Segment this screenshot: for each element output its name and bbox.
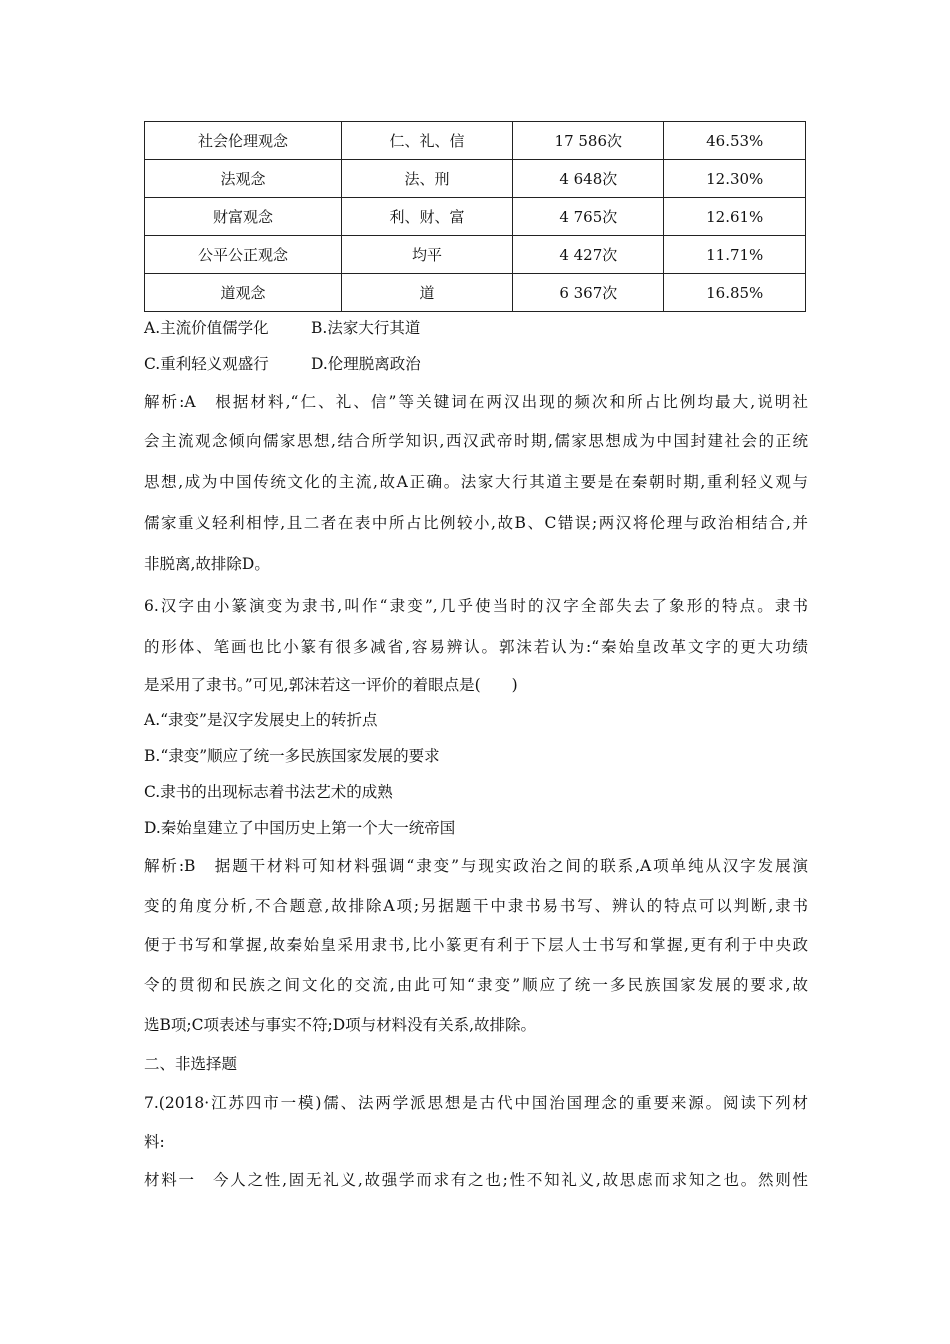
- q5-analysis-line: 解析:A 根据材料,“仁、礼、信”等关键词在两汉出现的频次和所占比例均最大,说明社: [144, 393, 808, 411]
- table-row: [145, 160, 806, 198]
- q6-analysis-line: 便于书写和掌握,故秦始皇采用隶书,比小篆更有利于下层人士书写和掌握,更有利于中央政: [144, 936, 808, 954]
- table-cell: 法观念: [145, 160, 342, 198]
- q5-option-b: B.法家大行其道: [311, 319, 421, 337]
- table-cell: 仁、礼、信: [341, 122, 512, 160]
- q5-analysis-line: 儒家重义轻利相悖,且二者在表中所占比例较小,故B、C错误;两汉将伦理与政治相结合,并: [144, 514, 808, 532]
- q6-option-c: C.隶书的出现标志着书法艺术的成熟: [144, 783, 393, 801]
- table-cell: 4 648次: [513, 160, 664, 198]
- table-cell: 均平: [341, 236, 512, 274]
- q5-option-c: C.重利轻义观盛行: [144, 355, 269, 373]
- table-row: [145, 122, 806, 160]
- q5-analysis-line: 非脱离,故排除D。: [144, 555, 270, 573]
- table-cell: 6 367次: [513, 274, 664, 312]
- table-cell: 道: [341, 274, 512, 312]
- table-cell: 法、刑: [341, 160, 512, 198]
- table-cell: 4 427次: [513, 236, 664, 274]
- table-cell: 17 586次: [513, 122, 664, 160]
- q6-option-d: D.秦始皇建立了中国历史上第一个大一统帝国: [144, 819, 456, 837]
- q5-option-a: A.主流价值儒学化: [144, 319, 269, 337]
- table-cell: 46.53%: [664, 122, 806, 160]
- q6-analysis-line: 选B项;C项表述与事实不符;D项与材料没有关系,故排除。: [144, 1016, 537, 1034]
- table-cell: 财富观念: [145, 198, 342, 236]
- table-cell: 16.85%: [664, 274, 806, 312]
- table-cell: 社会伦理观念: [145, 122, 342, 160]
- q7-stem-line: 7.(2018·江苏四市一模)儒、法两学派思想是古代中国治国理念的重要来源。阅读下列材: [144, 1094, 808, 1112]
- q6-option-b: B.“隶变”顺应了统一多民族国家发展的要求: [144, 747, 440, 765]
- table-row: [145, 198, 806, 236]
- q6-stem-line: 6.汉字由小篆演变为隶书,叫作“隶变”,几乎使当时的汉字全部失去了象形的特点。隶书: [144, 597, 808, 615]
- q6-analysis-line: 解析:B 据题干材料可知材料强调“隶变”与现实政治之间的联系,A项单纯从汉字发展演: [144, 857, 808, 875]
- table-row: [145, 236, 806, 274]
- table-cell: 利、财、富: [341, 198, 512, 236]
- q6-stem-line: 的形体、笔画也比小篆有很多减省,容易辨认。郭沫若认为:“秦始皇改革文字的更大功绩: [144, 638, 808, 656]
- table-cell: 11.71%: [664, 236, 806, 274]
- keyword-frequency-table: [144, 121, 806, 312]
- q6-option-a: A.“隶变”是汉字发展史上的转折点: [144, 711, 378, 729]
- table-cell: 12.30%: [664, 160, 806, 198]
- table-cell: 公平公正观念: [145, 236, 342, 274]
- q7-stem-line: 材料一 今人之性,固无礼义,故强学而求有之也;性不知礼义,故思虑而求知之也。然则性: [144, 1171, 808, 1189]
- q5-analysis-line: 思想,成为中国传统文化的主流,故A正确。法家大行其道主要是在秦朝时期,重利轻义观与: [144, 473, 808, 491]
- q6-analysis-line: 变的角度分析,不合题意,故排除A项;另据题干中隶书易书写、辨认的特点可以判断,隶书: [144, 897, 808, 915]
- q6-stem-line: 是采用了隶书。”可见,郭沫若这一评价的着眼点是( ): [144, 676, 518, 694]
- table-cell: 道观念: [145, 274, 342, 312]
- table-row: [145, 274, 806, 312]
- q7-stem-line: 料:: [144, 1133, 165, 1151]
- table-cell: 12.61%: [664, 198, 806, 236]
- section-heading: 二、非选择题: [144, 1055, 238, 1073]
- q6-analysis-line: 令的贯彻和民族之间文化的交流,由此可知“隶变”顺应了统一多民族国家发展的要求,故: [144, 976, 808, 994]
- q5-analysis-line: 会主流观念倾向儒家思想,结合所学知识,西汉武帝时期,儒家思想成为中国封建社会的正统: [144, 432, 808, 450]
- q5-option-d: D.伦理脱离政治: [311, 355, 421, 373]
- table-cell: 4 765次: [513, 198, 664, 236]
